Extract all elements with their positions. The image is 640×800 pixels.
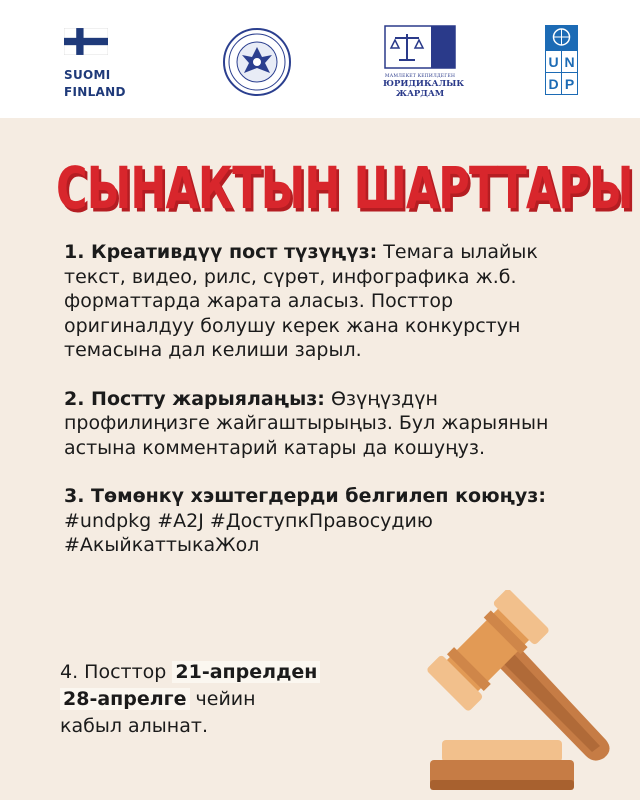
rule-4-middle: чейин	[189, 688, 256, 710]
page-title: СЫНАКТЫН ШАРТТАРЫ	[56, 155, 633, 222]
rule-2-heading: 2. Постту жарыялаңыз:	[64, 387, 325, 410]
rules-list	[64, 240, 564, 582]
finland-logo	[64, 28, 134, 101]
rule-item-4	[60, 659, 380, 740]
rule-3-heading: 3. Төмөнкү хэштегдерди белгилеп коюңуз:	[64, 485, 546, 507]
rule-4-date-from: 21-апрелден	[172, 661, 320, 683]
gavel-icon	[408, 590, 640, 800]
finland-line1: SUOMI	[64, 68, 111, 82]
finland-flag-icon	[64, 28, 108, 55]
legal-aid-line2: ЖАРДАМ	[395, 89, 445, 99]
legal-aid-logo	[383, 24, 465, 99]
undp-letter-n: N	[564, 54, 575, 70]
rule-3-text: #undpkg #A2J #ДоступкПравосудию #АкыйкаттыкаЖол	[64, 509, 433, 556]
rule-item-1	[64, 240, 564, 363]
scales-of-justice-icon	[383, 24, 457, 70]
undp-logo	[545, 25, 578, 95]
rule-4-prefix: 4. Посттор	[60, 661, 173, 683]
rule-item-2	[64, 387, 564, 461]
ministry-seal-icon	[222, 27, 292, 97]
header-bar	[0, 0, 640, 118]
finland-line2: FINLAND	[64, 85, 126, 99]
legal-aid-small-caption: МАМЛЕКЕТ КЕПИЛДЕГЕН	[384, 74, 456, 79]
undp-letter-u: U	[548, 54, 559, 70]
rule-1-text: Темага ылайык текст, видео, рилс, сүрөт, инфографика ж.б. форматтарда жарата аласыз. Посттор оригиналдуу болушу керек жана конкурстун темасына дал келиши зарыл.	[64, 241, 538, 361]
ministry-of-justice-emblem	[222, 27, 292, 97]
legal-aid-line1: ЮРИДИКАЛЫК	[383, 79, 465, 89]
rule-4-suffix: кабыл алынат.	[60, 715, 208, 737]
rule-4-date-to: 28-апрелге	[60, 688, 190, 710]
rule-2-text: Өзүңүздүн профилиңизге жайгаштырыңыз. Бул жарыянын астына комментарий катары да кошуңуз.	[64, 387, 549, 459]
undp-letter-p: P	[564, 76, 575, 92]
rule-item-3	[64, 484, 564, 558]
rule-1-heading: 1. Креативдүү пост түзүңүз:	[64, 241, 378, 263]
undp-emblem-icon	[545, 25, 578, 95]
undp-letter-d: D	[548, 76, 559, 92]
